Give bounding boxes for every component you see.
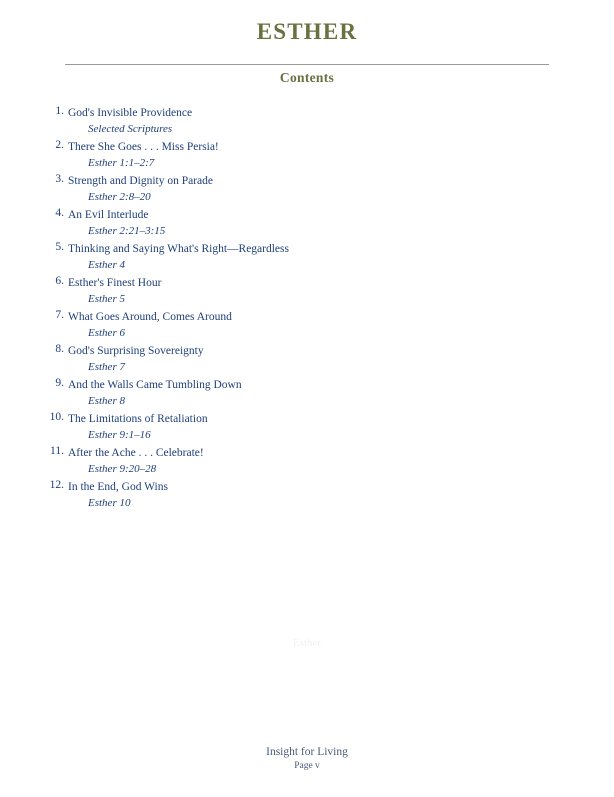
page-title: ESTHER [256,19,358,44]
toc-reference: Selected Scriptures [88,123,173,135]
toc-number: 12. [49,479,64,491]
toc-title[interactable]: God's Invisible Providence [68,107,193,119]
toc-title[interactable]: Esther's Finest Hour [68,277,162,289]
toc-number: 9. [55,377,64,389]
footer-organization: Insight for Living [266,746,348,758]
page-footer [0,745,614,773]
list-item[interactable] [0,173,614,206]
toc-reference: Esther 5 [88,293,125,305]
toc-reference: Esther 4 [88,259,125,271]
toc-reference: Esther 2:21–3:15 [88,225,166,237]
toc-title[interactable]: An Evil Interlude [68,209,149,221]
toc-reference: Esther 9:20–28 [88,463,157,475]
toc-number: 2. [55,139,64,151]
toc-reference: Esther 1:1–2:7 [88,157,155,169]
toc-title[interactable]: God's Surprising Sovereignty [68,345,204,357]
toc-number: 4. [55,207,64,219]
toc-reference: Esther 8 [88,395,125,407]
toc-number: 8. [55,343,64,355]
page-watermark: Esther [292,637,322,649]
toc-title[interactable]: Thinking and Saying What's Right—Regardless [68,243,289,255]
toc-reference: Esther 7 [88,361,125,373]
toc-title[interactable]: And the Walls Came Tumbling Down [68,379,242,391]
list-item[interactable] [0,479,614,512]
toc-title[interactable]: Strength and Dignity on Parade [68,175,214,187]
list-item[interactable] [0,343,614,376]
toc-number: 3. [55,173,64,185]
table-of-contents [0,86,614,512]
toc-title[interactable]: In the End, God Wins [68,481,168,493]
footer-page-number: Page v [294,761,320,771]
title-divider [65,64,549,65]
contents-heading: Contents [279,70,335,85]
toc-number: 10. [49,411,64,423]
list-item[interactable] [0,139,614,172]
list-item[interactable] [0,241,614,274]
toc-title[interactable]: There She Goes . . . Miss Persia! [68,141,219,153]
toc-number: 11. [50,445,64,457]
list-item[interactable] [0,377,614,410]
list-item[interactable] [0,411,614,444]
toc-title[interactable]: What Goes Around, Comes Around [68,311,232,323]
toc-number: 6. [55,275,64,287]
list-item[interactable] [0,207,614,240]
toc-title[interactable]: The Limitations of Retaliation [68,413,208,425]
toc-number: 1. [55,105,64,117]
toc-number: 7. [55,309,64,321]
list-item[interactable] [0,105,614,138]
toc-number: 5. [55,241,64,253]
toc-reference: Esther 9:1–16 [88,429,151,441]
toc-reference: Esther 10 [88,497,131,509]
toc-title[interactable]: After the Ache . . . Celebrate! [68,447,204,459]
toc-reference: Esther 2:8–20 [88,191,151,203]
list-item[interactable] [0,309,614,342]
list-item[interactable] [0,445,614,478]
toc-reference: Esther 6 [88,327,125,339]
list-item[interactable] [0,275,614,308]
